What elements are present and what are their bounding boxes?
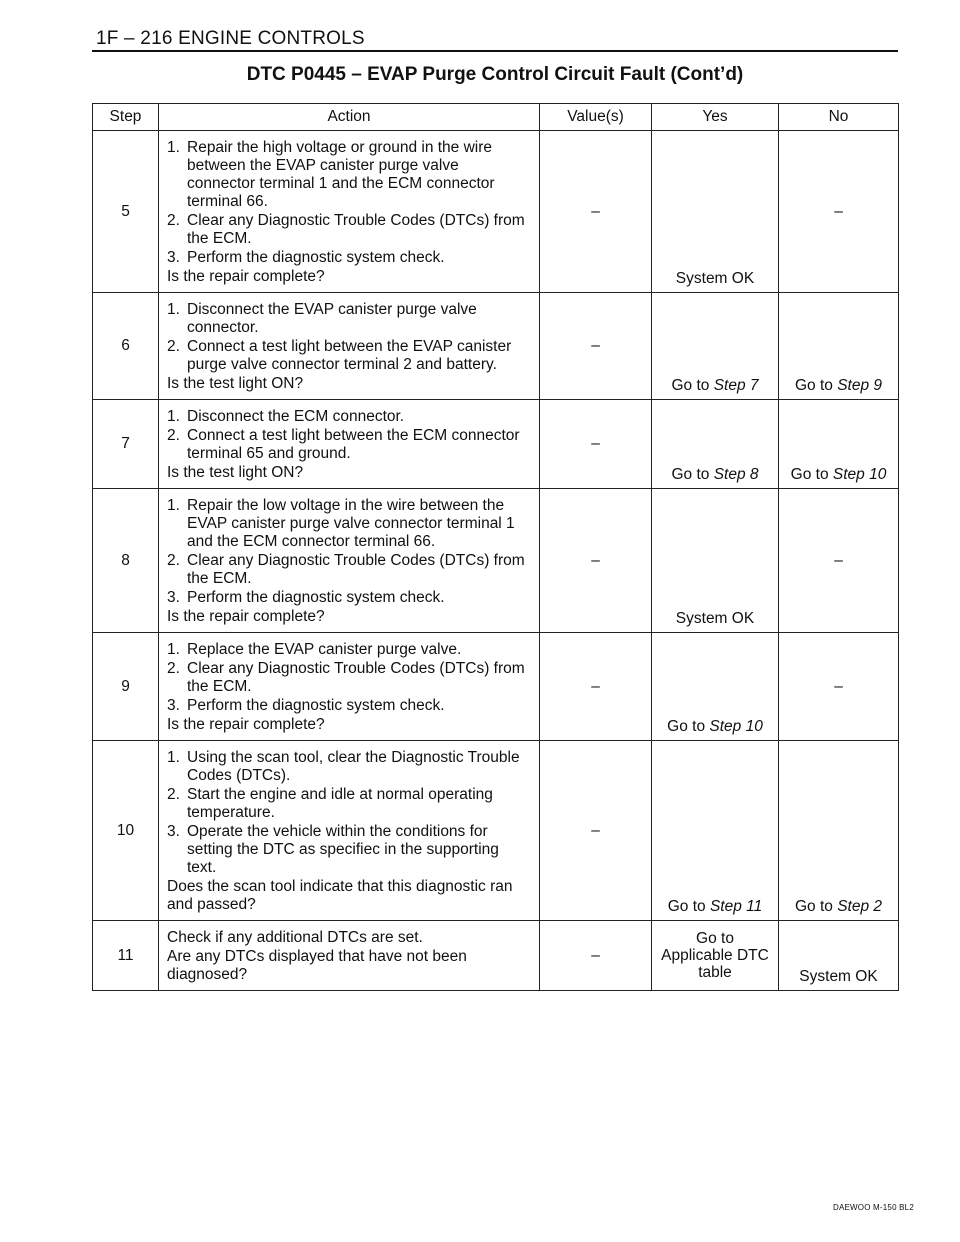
column-header-no: No: [779, 104, 899, 131]
step-reference: Step 11: [709, 898, 763, 915]
action-item: 2. Connect a test light between the EVAP canister purge valve connector terminal 2 and battery.: [167, 338, 512, 373]
step-reference: Step 8: [713, 466, 759, 483]
table-row: [93, 921, 899, 991]
value-cell: –: [540, 293, 652, 400]
action-item: 3. Perform the diagnostic system check.: [167, 249, 445, 266]
action-item: 1. Replace the EVAP canister purge valve.: [167, 641, 462, 658]
action-line: Check if any additional DTCs are set.: [167, 929, 423, 946]
page-header: [92, 26, 898, 52]
column-header-step: Step: [93, 104, 159, 131]
action-item: 2. Start the engine and idle at normal operating temperature.: [167, 786, 493, 821]
value-cell: –: [540, 921, 652, 991]
action-item: 3. Operate the vehicle within the conditions for setting the DTC as specifiec in the supporting text.: [167, 823, 499, 876]
yes-cell: Go to Step 7: [652, 293, 779, 400]
yes-cell: Go to Step 8: [652, 400, 779, 489]
no-cell: –: [779, 633, 899, 741]
step-reference: Step 2: [837, 898, 883, 915]
table-row: [93, 293, 899, 400]
step-number: 6: [93, 293, 159, 400]
step-number: 8: [93, 489, 159, 633]
yes-cell: Go to Step 10: [652, 633, 779, 741]
step-reference: Step 10: [832, 466, 887, 483]
step-number: 10: [93, 741, 159, 921]
value-cell: –: [540, 633, 652, 741]
value-cell: –: [540, 400, 652, 489]
step-reference: Step 10: [709, 718, 763, 735]
page-title: DTC P0445 – EVAP Purge Control Circuit Fault (Cont’d): [246, 64, 744, 85]
action-cell: [159, 400, 540, 489]
no-cell: Go to Step 2: [779, 741, 899, 921]
table-row: [93, 400, 899, 489]
action-item: 1. Using the scan tool, clear the Diagnostic Trouble Codes (DTCs).: [167, 749, 520, 784]
yes-cell: System OK: [652, 131, 779, 293]
action-item: 1. Repair the low voltage in the wire between the EVAP canister purge valve connector terminal 1 and the ECM connector terminal 66.: [167, 497, 515, 550]
action-question: Does the scan tool indicate that this diagnostic ran and passed?: [167, 878, 513, 913]
yes-cell: System OK: [652, 489, 779, 633]
action-question: Is the repair complete?: [167, 608, 325, 625]
column-header-action: Action: [159, 104, 540, 131]
action-cell: [159, 131, 540, 293]
yes-cell: Go to Step 11: [652, 741, 779, 921]
step-reference: Step 7: [713, 377, 759, 394]
action-question: Is the repair complete?: [167, 268, 325, 285]
action-item: 1. Repair the high voltage or ground in the wire between the EVAP canister purge valve connector terminal 1 and the ECM connector terminal 66.: [167, 139, 495, 210]
action-cell: [159, 633, 540, 741]
action-item: 2. Clear any Diagnostic Trouble Codes (DTCs) from the ECM.: [167, 660, 525, 695]
action-cell: [159, 293, 540, 400]
step-reference: Step 9: [837, 377, 883, 394]
action-cell: [159, 489, 540, 633]
no-cell: –: [779, 131, 899, 293]
table-row: [93, 633, 899, 741]
table-row: [93, 741, 899, 921]
action-question: Are any DTCs displayed that have not been diagnosed?: [167, 948, 467, 983]
action-item: 1. Disconnect the ECM connector.: [167, 408, 405, 425]
no-cell: –: [779, 489, 899, 633]
table-header-row: [93, 104, 899, 131]
value-cell: –: [540, 489, 652, 633]
action-item: 2. Clear any Diagnostic Trouble Codes (DTCs) from the ECM.: [167, 212, 525, 247]
action-item: 3. Perform the diagnostic system check.: [167, 697, 445, 714]
action-item: 2. Clear any Diagnostic Trouble Codes (DTCs) from the ECM.: [167, 552, 525, 587]
column-header-value: Value(s): [540, 104, 652, 131]
action-item: 1. Disconnect the EVAP canister purge valve connector.: [167, 301, 477, 336]
action-item: 3. Perform the diagnostic system check.: [167, 589, 445, 606]
step-number: 7: [93, 400, 159, 489]
action-question: Is the repair complete?: [167, 716, 325, 733]
action-question: Is the test light ON?: [167, 464, 304, 481]
section-header-text: 1F – 216 ENGINE CONTROLS: [96, 28, 365, 49]
action-cell: [159, 921, 540, 991]
no-cell: Go to Step 9: [779, 293, 899, 400]
table-row: [93, 489, 899, 633]
value-cell: –: [540, 131, 652, 293]
action-question: Is the test light ON?: [167, 375, 304, 392]
value-cell: –: [540, 741, 652, 921]
step-number: 9: [93, 633, 159, 741]
step-number: 11: [93, 921, 159, 991]
column-header-yes: Yes: [652, 104, 779, 131]
diagnostic-table: [92, 103, 899, 991]
table-row: [93, 131, 899, 293]
no-cell: Go to Step 10: [779, 400, 899, 489]
action-cell: [159, 741, 540, 921]
yes-cell: Go to Applicable DTC table: [652, 921, 779, 991]
no-cell: System OK: [779, 921, 899, 991]
action-item: 2. Connect a test light between the ECM connector terminal 65 and ground.: [167, 427, 520, 462]
step-number: 5: [93, 131, 159, 293]
document-code: DAEWOO M-150 BL2: [832, 1203, 914, 1212]
